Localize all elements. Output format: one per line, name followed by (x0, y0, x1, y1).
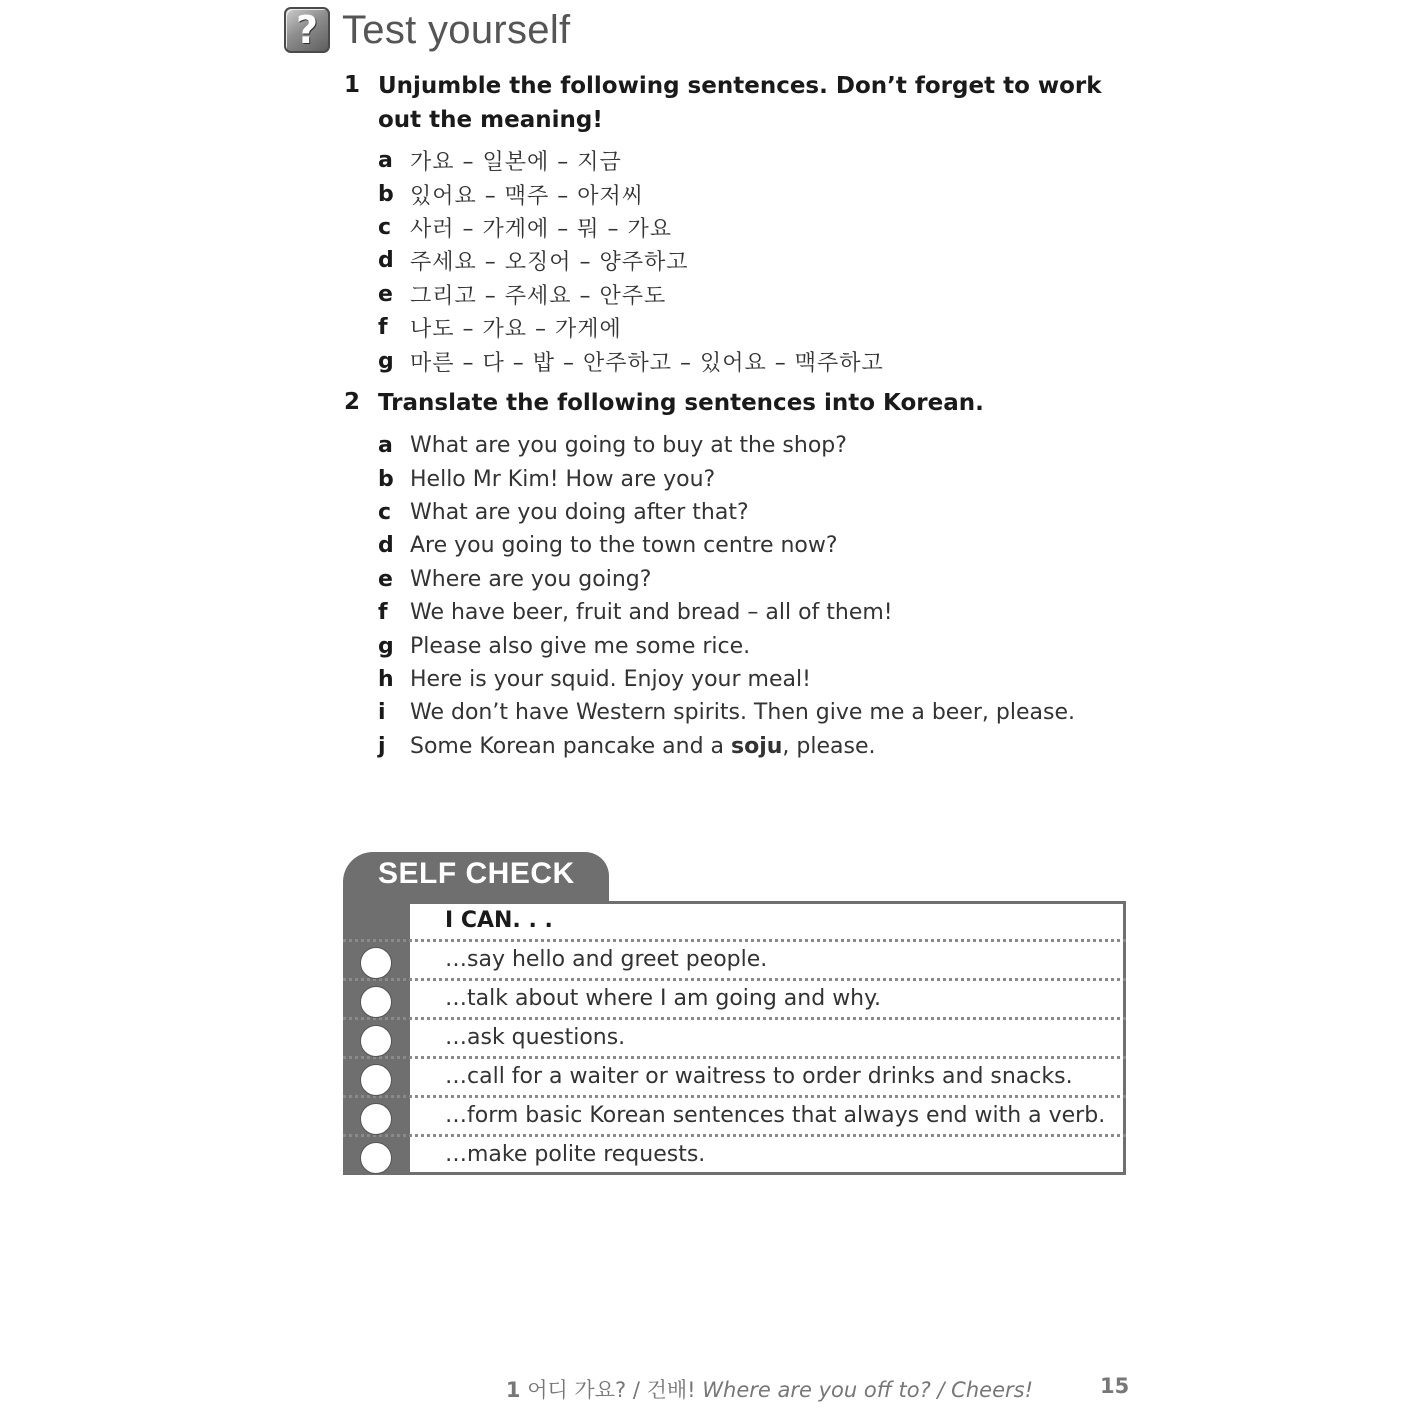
self-check-heading-row (343, 903, 1126, 942)
list-item: d 주세요 – 오징어 – 양주하고 (378, 248, 689, 276)
list-item: c What are you doing after that? (378, 499, 749, 525)
self-check-item: …make polite requests. (445, 1142, 706, 1167)
self-check-title: SELF CHECK (378, 857, 575, 890)
list-item: d Are you going to the town centre now? (378, 533, 838, 559)
question-2-number: 2 (344, 389, 361, 415)
self-check-row (343, 942, 1126, 981)
self-check-item: …ask questions. (445, 1025, 626, 1050)
checkbox-circle[interactable] (360, 1025, 392, 1057)
list-item: i We don’t have Western spirits. Then give me a beer, please. (378, 700, 1075, 726)
self-check-row (343, 1059, 1126, 1098)
chapter-title-korean: 어디 가요? (527, 1378, 627, 1402)
self-check-item: …call for a waiter or waitress to order drinks and snacks. (445, 1064, 1073, 1089)
section-title: Test yourself (342, 7, 571, 52)
self-check-heading: I CAN. . . (445, 908, 553, 933)
chapter-number: 1 (505, 1378, 521, 1402)
self-check-item: …form basic Korean sentences that always end with a verb. (445, 1103, 1106, 1128)
question-2-instruction: Translate the following sentences into Korean. (378, 390, 984, 416)
list-item: h Here is your squid. Enjoy your meal! (378, 666, 811, 692)
list-item: g Please also give me some rice. (378, 633, 751, 659)
question-1-instruction: Unjumble the following sentences. Don’t forget to work out the meaning! (378, 73, 1102, 133)
self-check-row (343, 1137, 1126, 1176)
list-item: j Some Korean pancake and a soju, please. (378, 733, 876, 759)
list-item: b 있어요 – 맥주 – 아저씨 (378, 181, 644, 209)
checkbox-circle[interactable] (360, 1064, 392, 1096)
list-item: e 그리고 – 주세요 – 안주도 (378, 281, 667, 309)
checkbox-circle[interactable] (360, 1103, 392, 1135)
chapter-title-korean-2: 건배! (646, 1378, 696, 1402)
list-item: a What are you going to buy at the shop? (378, 433, 847, 459)
self-check-item: …talk about where I am going and why. (445, 986, 882, 1011)
list-item: e Where are you going? (378, 566, 652, 592)
running-footer: 1 어디 가요? / 건배! Where are you off to? / Cheers! (505, 1378, 1033, 1402)
checkbox-circle[interactable] (360, 947, 392, 979)
self-check-row (343, 1098, 1126, 1137)
list-item: f We have beer, fruit and bread – all of them! (378, 600, 893, 626)
question-2-list (378, 429, 1075, 763)
list-item: g 마른 – 다 – 밥 – 안주하고 – 있어요 – 맥주하고 (378, 348, 884, 376)
chapter-title-english: Where are you off to? / Cheers! (695, 1378, 1033, 1402)
page-number: 15 (1100, 1374, 1130, 1398)
list-item: f 나도 – 가요 – 가게에 (378, 315, 622, 343)
section-header (284, 4, 570, 56)
question-1-number: 1 (344, 72, 361, 98)
question-mark-icon: ? (284, 7, 330, 53)
list-item: a 가요 – 일본에 – 지금 (378, 148, 622, 176)
question-1-list (378, 144, 884, 378)
list-item: b Hello Mr Kim! How are you? (378, 466, 716, 492)
self-check-row (343, 981, 1126, 1020)
list-item: c 사러 – 가게에 – 뭐 – 가요 (378, 214, 672, 242)
checkbox-circle[interactable] (360, 1142, 392, 1174)
checkbox-circle[interactable] (360, 986, 392, 1018)
self-check-item: …say hello and greet people. (445, 947, 768, 972)
self-check-row (343, 1020, 1126, 1059)
